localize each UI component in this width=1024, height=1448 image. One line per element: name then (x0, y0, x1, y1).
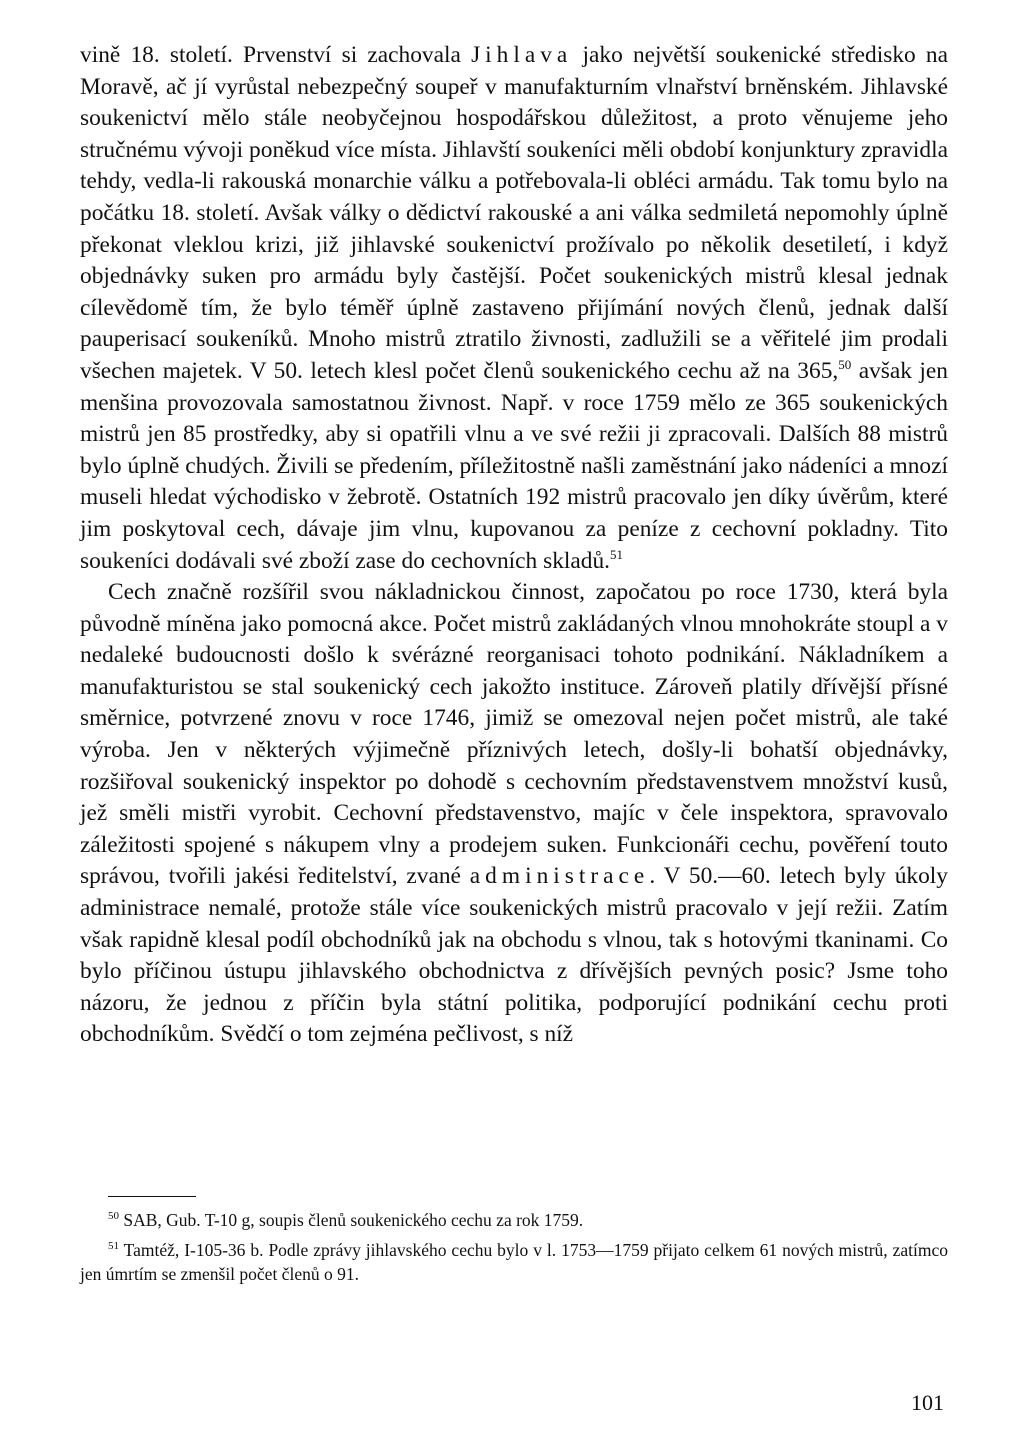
spaced-text-administrace: administrace (469, 863, 650, 890)
spaced-text-jihlava: Jihlava (471, 42, 573, 68)
page-number: 101 (911, 1390, 944, 1415)
footnote-text: Tamtéž, I-105-36 b. Podle zprávy jihlavského cechu bylo v l. 1753—1759 přijato celkem 61 nových mistrů, zatímco jen úmrtím se zmenšil počet členů o 91. (80, 1240, 948, 1284)
footnote-separator (108, 1196, 196, 1197)
text-run: . V 50.—60. letech byly úkoly administrace nemalé, protože stále více soukenických mistrů pracovalo v její režii. Zatím však rapidně klesal podíl obchodníků jak na obchodu s vlnou, tak s hotovými tkaninami. Co bylo příčinou ústupu jihlavského obchodnictva z dřívějších pevných posic? Jsme toho názoru, že jednou z příčin byla státní politika, podporující podnikání cechu proti obchodníkům. Svědčí o tom zejména pečlivost, s níž (80, 863, 948, 1048)
footnote-50 (80, 1208, 948, 1232)
text-run: avšak jen menšina provozovala samostatnou živnost. Např. v roce 1759 mělo ze 365 soukenických mistrů jen 85 prostředky, aby si opatřili vlnu a ve své režii ji zpracovali. Dalších 88 mistrů bylo úplně chudých. Živili se předením, příležitostně našli zaměstnání jako nádeníci a mnozí museli hledat východisko v žebrotě. Ostatních 192 mistrů pracovalo jen díky úvěrům, které jim poskytoval cech, dávaje jim vlnu, kupovanou za peníze z cechovní pokladny. Tito soukeníci dodávali své zboží zase do cechovních skladů. (80, 357, 948, 574)
footnote-51 (80, 1238, 948, 1286)
footnote-number: 50 (108, 1210, 119, 1223)
footnote-number: 51 (108, 1240, 119, 1253)
footnote-text: SAB, Gub. T-10 g, soupis členů soukenického cechu za rok 1759. (119, 1210, 584, 1230)
text-run: vině 18. století. Prvenství si zachovala (80, 42, 472, 68)
text-run: jako největší soukenické středisko na Moravě, ač jí vyrůstal nebezpečný soupeř v manufakturním vlnařství brněnském. Jihlavské soukenictví mělo stále neobyčejnou hospodářskou důležitost, a proto věnujeme jeho stručnému vývoji poněkud více místa. Jihlavští soukeníci měli období konjunktury zpravidla tehdy, vedla-li rakouská monarchie válku a potřebovala-li obléci armádu. Tak tomu bylo na počátku 18. století. Avšak války o dědictví rakouské a ani válka sedmiletá nepomohly úplně překonat vleklou krizi, již jihlavské soukenictví prožívalo po několik desetiletí, i když objednávky suken pro armádu byly častější. Počet soukenických mistrů klesal jednak cílevědomě tím, že bylo téměř úplně zastaveno přijímání nových členů, jednak další pauperisací soukeníků. Mnoho mistrů ztratilo živnosti, zadlužili se a věřitelé jim prodali všechen majetek. V 50. letech klesl počet členů soukenického cechu až na 365, (80, 42, 948, 384)
paragraph-1 (80, 40, 948, 577)
footnotes (80, 1208, 948, 1292)
text-run: Cech značně rozšířil svou nákladnickou činnost, započatou po roce 1730, která byla původně míněna jako pomocná akce. Počet mistrů zakládaných vlnou mnohokráte stoupl a v nedaleké budoucnosti došlo k svérázné reorganisaci tohoto podnikání. Nákladníkem a manufakturistou se stal soukenický cech jakožto instituce. Zároveň platily dřívější přísné směrnice, potvrzené znovu v roce 1746, jimiž se omezoval nejen počet mistrů, ale také výroba. Jen v některých výjimečně příznivých letech, došly-li bohatší objednávky, rozšiřoval soukenický inspektor po dohodě s cechovním představenstvem množství kusů, jež směli mistři vyrobit. Cechovní představenstvo, majíc v čele inspektora, spravovalo záležitosti spojené s nákupem vlny a prodejem suken. Funkcionáři cechu, pověření touto správou, tvořili jakési ředitelství, zvané (80, 579, 948, 890)
footnote-ref-51: 51 (610, 546, 624, 562)
footnote-ref-50: 50 (838, 357, 852, 373)
main-text (80, 40, 948, 1051)
paragraph-2 (80, 577, 948, 1051)
page-body (80, 40, 948, 1051)
